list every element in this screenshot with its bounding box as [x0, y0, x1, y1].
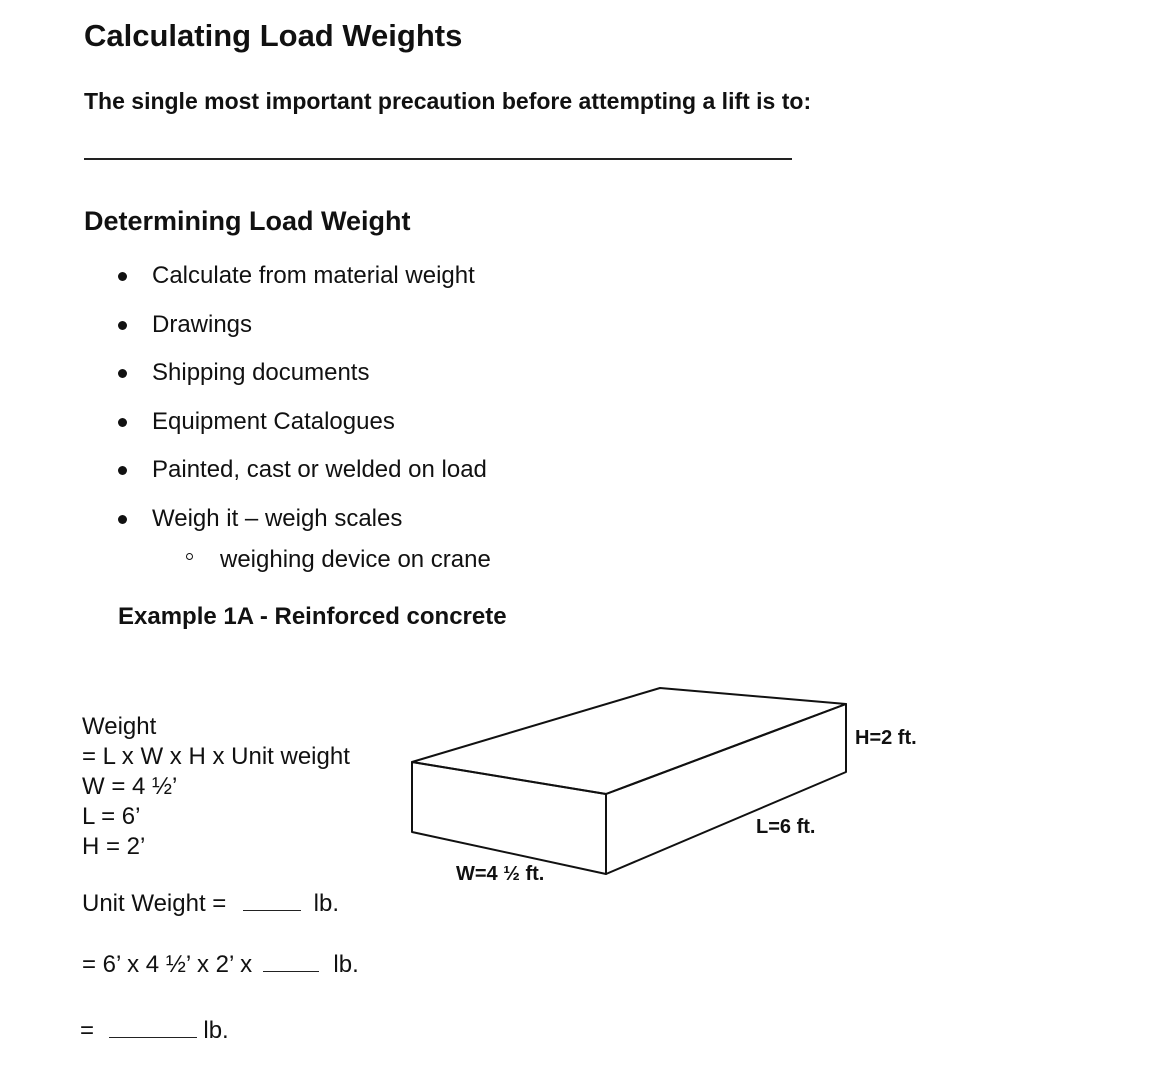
width-label: W=4 ½ ft.	[456, 863, 545, 885]
sub-bullet-icon	[186, 553, 193, 560]
bullet-text: Shipping documents	[152, 359, 370, 386]
bullet-icon	[118, 272, 127, 281]
block-front-face	[412, 762, 606, 874]
unit-weight-label: Unit Weight =	[82, 890, 227, 917]
unit-weight-line	[82, 890, 339, 918]
result-blank[interactable]	[109, 1013, 197, 1038]
length-label: L=6 ft.	[756, 816, 816, 838]
concrete-block-diagram	[400, 680, 940, 900]
formula-line-length: L = 6’	[82, 803, 141, 830]
formula-line-equation: = L x W x H x Unit weight	[82, 743, 350, 770]
page-title: Calculating Load Weights	[84, 18, 463, 53]
unit-weight-blank[interactable]	[243, 890, 301, 911]
block-top-face	[412, 688, 846, 794]
bullet-text: Drawings	[152, 310, 253, 338]
formula-line-weight: Weight	[82, 713, 157, 740]
precaution-prompt: The single most important precaution before attempting a lift is to:	[84, 88, 812, 114]
formula-line-width: W = 4 ½’	[82, 773, 178, 800]
result-unit: lb.	[203, 1017, 229, 1044]
sub-list-item	[186, 544, 491, 576]
answer-blank-line[interactable]	[84, 158, 792, 160]
bullet-text: Equipment Catalogues	[152, 407, 395, 435]
result-equals: =	[80, 1017, 95, 1044]
unit-weight-unit: lb.	[313, 890, 339, 917]
bullet-icon	[118, 515, 127, 524]
block-side-face	[606, 704, 846, 874]
calculation-unit: lb.	[333, 951, 359, 978]
bullet-text: Weigh it – weigh scales	[152, 504, 403, 532]
bullet-text: Calculate from material weight	[152, 262, 475, 289]
bullet-icon	[118, 418, 127, 427]
example-heading: Example 1A - Reinforced concrete	[118, 603, 507, 630]
bullet-icon	[118, 321, 127, 330]
formula-line-height: H = 2’	[82, 833, 146, 860]
result-line	[80, 1013, 229, 1045]
weight-formula	[82, 712, 350, 862]
bullet-icon	[118, 369, 127, 378]
calculation-line	[82, 951, 359, 979]
bullet-text: Painted, cast or welded on load	[152, 456, 487, 483]
height-label: H=2 ft.	[855, 727, 917, 749]
section-heading: Determining Load Weight	[84, 206, 411, 236]
calculation-expression: = 6’ x 4 ½’ x 2’ x	[82, 951, 253, 978]
bullet-icon	[118, 466, 127, 475]
sub-bullet-text: weighing device on crane	[220, 546, 491, 573]
calculation-blank[interactable]	[263, 951, 319, 972]
